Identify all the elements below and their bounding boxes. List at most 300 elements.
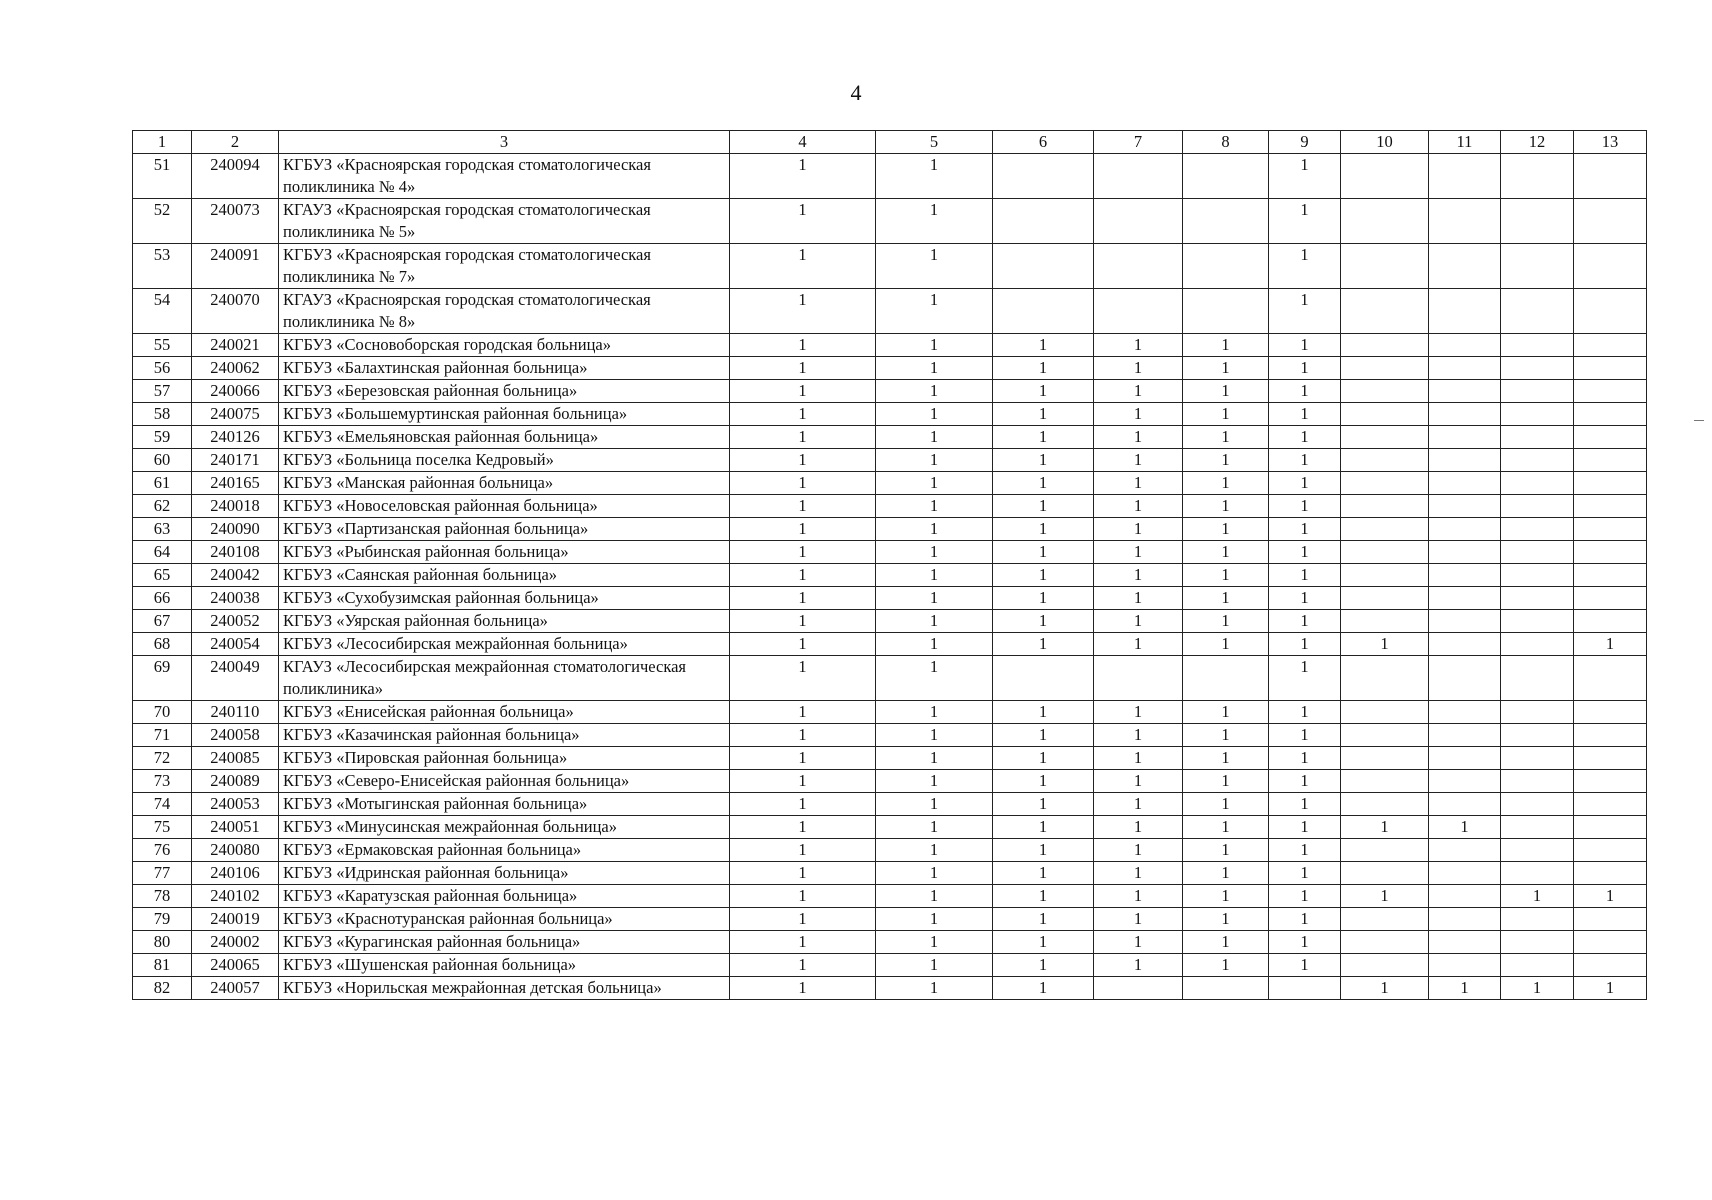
column-header: 12 [1501,131,1574,154]
facility-code-cell: 240089 [192,770,279,793]
value-cell: 1 [730,816,876,839]
value-cell: 1 [730,908,876,931]
value-cell [1574,610,1647,633]
table-row [133,885,1647,908]
value-cell: 1 [876,380,993,403]
value-cell [1574,495,1647,518]
value-cell: 1 [1183,380,1269,403]
value-cell: 1 [1183,541,1269,564]
value-cell [1429,747,1501,770]
value-cell [1429,199,1501,244]
value-cell: 1 [1094,633,1183,656]
value-cell [1574,908,1647,931]
value-cell [1501,610,1574,633]
value-cell [1429,564,1501,587]
value-cell: 1 [730,380,876,403]
value-cell: 1 [1094,564,1183,587]
facility-code-cell: 240051 [192,816,279,839]
value-cell: 1 [1269,426,1341,449]
value-cell: 1 [1183,472,1269,495]
row-number-cell: 67 [133,610,192,633]
facility-name-cell: КГБУЗ «Манская районная больница» [279,472,730,495]
value-cell [1501,793,1574,816]
value-cell [1341,564,1429,587]
value-cell: 1 [993,357,1094,380]
value-cell [1574,816,1647,839]
facility-name-cell: КГБУЗ «Рыбинская районная больница» [279,541,730,564]
value-cell: 1 [993,610,1094,633]
facility-name-cell: КГАУЗ «Красноярская городская стоматологическая поликлиника № 5» [279,199,730,244]
value-cell: 1 [730,472,876,495]
value-cell: 1 [876,793,993,816]
value-cell [1574,564,1647,587]
table-body [133,154,1647,1000]
facility-name-cell: КГБУЗ «Емельяновская районная больница» [279,426,730,449]
value-cell: 1 [1269,154,1341,199]
value-cell: 1 [730,862,876,885]
value-cell: 1 [1269,885,1341,908]
value-cell: 1 [1269,472,1341,495]
value-cell: 1 [1183,587,1269,610]
row-number-cell: 51 [133,154,192,199]
column-header: 8 [1183,131,1269,154]
value-cell: 1 [1183,931,1269,954]
facility-code-cell: 240019 [192,908,279,931]
value-cell: 1 [876,289,993,334]
facility-code-cell: 240057 [192,977,279,1000]
value-cell [1574,770,1647,793]
value-cell: 1 [1269,380,1341,403]
value-cell [1501,701,1574,724]
value-cell: 1 [993,449,1094,472]
value-cell: 1 [993,541,1094,564]
value-cell: 1 [876,495,993,518]
value-cell [1341,244,1429,289]
facility-name-cell: КГБУЗ «Енисейская районная больница» [279,701,730,724]
value-cell [1501,403,1574,426]
value-cell: 1 [1094,793,1183,816]
facility-code-cell: 240038 [192,587,279,610]
facility-name-cell: КГБУЗ «Казачинская районная больница» [279,724,730,747]
value-cell: 1 [1269,770,1341,793]
value-cell: 1 [876,357,993,380]
value-cell [1429,770,1501,793]
value-cell: 1 [993,587,1094,610]
value-cell [1429,334,1501,357]
value-cell: 1 [993,816,1094,839]
table-row [133,931,1647,954]
value-cell: 1 [730,656,876,701]
facility-code-cell: 240106 [192,862,279,885]
value-cell: 1 [1094,610,1183,633]
value-cell: 1 [1094,862,1183,885]
value-cell: 1 [876,908,993,931]
value-cell [1574,199,1647,244]
value-cell [1183,656,1269,701]
value-cell [1429,154,1501,199]
value-cell: 1 [1574,633,1647,656]
table-row [133,199,1647,244]
facility-code-cell: 240126 [192,426,279,449]
value-cell [1341,862,1429,885]
row-number-cell: 58 [133,403,192,426]
value-cell: 1 [1269,633,1341,656]
value-cell [1501,541,1574,564]
value-cell: 1 [876,862,993,885]
value-cell [1341,839,1429,862]
value-cell: 1 [1183,701,1269,724]
value-cell: 1 [730,747,876,770]
facility-code-cell: 240073 [192,199,279,244]
facility-code-cell: 240002 [192,931,279,954]
value-cell: 1 [1341,885,1429,908]
value-cell: 1 [1094,449,1183,472]
value-cell [993,289,1094,334]
value-cell: 1 [876,587,993,610]
table-row [133,564,1647,587]
value-cell: 1 [730,954,876,977]
facility-name-cell: КГБУЗ «Пировская районная больница» [279,747,730,770]
value-cell [1574,449,1647,472]
value-cell [1501,518,1574,541]
column-header: 11 [1429,131,1501,154]
value-cell: 1 [876,701,993,724]
value-cell [1341,610,1429,633]
facility-code-cell: 240066 [192,380,279,403]
row-number-cell: 62 [133,495,192,518]
value-cell [1574,334,1647,357]
value-cell: 1 [730,449,876,472]
value-cell [1429,633,1501,656]
table-row [133,816,1647,839]
value-cell: 1 [1269,862,1341,885]
value-cell: 1 [1183,564,1269,587]
value-cell [1429,380,1501,403]
facility-code-cell: 240052 [192,610,279,633]
value-cell [1574,541,1647,564]
value-cell [1574,656,1647,701]
value-cell: 1 [876,633,993,656]
value-cell [1094,154,1183,199]
facility-name-cell: КГБУЗ «Сосновоборская городская больница» [279,334,730,357]
value-cell [1501,357,1574,380]
value-cell: 1 [1094,518,1183,541]
facility-name-cell: КГБУЗ «Краснотуранская районная больница» [279,908,730,931]
row-number-cell: 70 [133,701,192,724]
table-row [133,154,1647,199]
row-number-cell: 55 [133,334,192,357]
facility-name-cell: КГБУЗ «Партизанская районная больница» [279,518,730,541]
value-cell [1094,977,1183,1000]
value-cell [1341,701,1429,724]
value-cell: 1 [993,747,1094,770]
value-cell: 1 [1501,885,1574,908]
value-cell [1429,656,1501,701]
value-cell [1341,403,1429,426]
value-cell [1574,426,1647,449]
value-cell: 1 [730,701,876,724]
value-cell [1574,289,1647,334]
value-cell: 1 [1269,816,1341,839]
value-cell: 1 [993,954,1094,977]
table-row [133,770,1647,793]
value-cell: 1 [876,931,993,954]
value-cell [1429,289,1501,334]
value-cell [1574,357,1647,380]
value-cell: 1 [993,770,1094,793]
value-cell: 1 [993,380,1094,403]
value-cell [1501,862,1574,885]
value-cell: 1 [1269,931,1341,954]
table-row [133,793,1647,816]
value-cell [1341,747,1429,770]
value-cell [1094,656,1183,701]
value-cell: 1 [1269,564,1341,587]
value-cell [1341,587,1429,610]
facility-code-cell: 240110 [192,701,279,724]
value-cell [1501,426,1574,449]
facility-name-cell: КГБУЗ «Норильская межрайонная детская больница» [279,977,730,1000]
table-row [133,954,1647,977]
facility-name-cell: КГБУЗ «Березовская районная больница» [279,380,730,403]
row-number-cell: 78 [133,885,192,908]
value-cell [1429,587,1501,610]
facility-name-cell: КГБУЗ «Северо-Енисейская районная больница» [279,770,730,793]
value-cell: 1 [730,518,876,541]
row-number-cell: 53 [133,244,192,289]
value-cell: 1 [1094,908,1183,931]
value-cell [1429,724,1501,747]
facility-name-cell: КГБУЗ «Курагинская районная больница» [279,931,730,954]
value-cell [1574,931,1647,954]
value-cell [1429,518,1501,541]
table-row [133,633,1647,656]
value-cell: 1 [876,199,993,244]
row-number-cell: 82 [133,977,192,1000]
value-cell: 1 [1094,380,1183,403]
value-cell: 1 [1574,885,1647,908]
row-number-cell: 57 [133,380,192,403]
page-number: 4 [850,80,862,105]
value-cell [1341,518,1429,541]
value-cell [1501,564,1574,587]
value-cell [1501,954,1574,977]
facility-name-cell: КГБУЗ «Саянская районная больница» [279,564,730,587]
value-cell: 1 [1429,977,1501,1000]
value-cell [1574,472,1647,495]
value-cell: 1 [1094,770,1183,793]
facility-name-cell: КГБУЗ «Уярская районная больница» [279,610,730,633]
value-cell: 1 [876,518,993,541]
value-cell: 1 [1094,724,1183,747]
facility-name-cell: КГБУЗ «Ермаковская районная больница» [279,839,730,862]
value-cell: 1 [993,426,1094,449]
value-cell [1429,426,1501,449]
value-cell [1341,334,1429,357]
value-cell: 1 [876,426,993,449]
value-cell: 1 [876,334,993,357]
value-cell: 1 [1269,518,1341,541]
value-cell [1574,518,1647,541]
value-cell: 1 [876,724,993,747]
value-cell: 1 [1183,862,1269,885]
value-cell [1341,931,1429,954]
value-cell: 1 [730,495,876,518]
value-cell: 1 [730,770,876,793]
value-cell: 1 [1269,701,1341,724]
scan-mark [1694,420,1704,421]
value-cell: 1 [1094,495,1183,518]
value-cell [1429,931,1501,954]
row-number-cell: 68 [133,633,192,656]
value-cell [1341,426,1429,449]
value-cell [1429,701,1501,724]
value-cell: 1 [730,199,876,244]
value-cell: 1 [1183,357,1269,380]
value-cell [1429,403,1501,426]
column-header: 5 [876,131,993,154]
value-cell [1501,244,1574,289]
value-cell: 1 [730,289,876,334]
facility-name-cell: КГБУЗ «Шушенская районная больница» [279,954,730,977]
facility-name-cell: КГБУЗ «Сухобузимская районная больница» [279,587,730,610]
value-cell [1501,495,1574,518]
value-cell: 1 [1341,977,1429,1000]
value-cell [1429,793,1501,816]
value-cell: 1 [1269,908,1341,931]
facility-name-cell: КГАУЗ «Лесосибирская межрайонная стоматологическая поликлиника» [279,656,730,701]
value-cell [1341,495,1429,518]
facility-name-cell: КГБУЗ «Красноярская городская стоматологическая поликлиника № 4» [279,154,730,199]
row-number-cell: 75 [133,816,192,839]
table-row [133,839,1647,862]
value-cell [1429,244,1501,289]
column-header: 3 [279,131,730,154]
facility-code-cell: 240065 [192,954,279,977]
value-cell [1574,793,1647,816]
value-cell [1501,656,1574,701]
value-cell [1094,199,1183,244]
value-cell: 1 [1094,541,1183,564]
value-cell: 1 [876,770,993,793]
value-cell [1501,587,1574,610]
table-row [133,724,1647,747]
column-header: 13 [1574,131,1647,154]
value-cell: 1 [1094,426,1183,449]
table-row [133,403,1647,426]
value-cell [1429,357,1501,380]
value-cell [1501,380,1574,403]
facility-code-cell: 240091 [192,244,279,289]
facility-name-cell: КГБУЗ «Идринская районная больница» [279,862,730,885]
row-number-cell: 64 [133,541,192,564]
value-cell: 1 [1094,747,1183,770]
facility-code-cell: 240165 [192,472,279,495]
facility-code-cell: 240085 [192,747,279,770]
table-row [133,587,1647,610]
table-row [133,862,1647,885]
value-cell: 1 [730,244,876,289]
row-number-cell: 71 [133,724,192,747]
value-cell: 1 [730,541,876,564]
value-cell [1429,908,1501,931]
value-cell: 1 [1269,610,1341,633]
value-cell: 1 [730,724,876,747]
facility-code-cell: 240062 [192,357,279,380]
row-number-cell: 54 [133,289,192,334]
column-header: 4 [730,131,876,154]
facility-name-cell: КГБУЗ «Красноярская городская стоматологическая поликлиника № 7» [279,244,730,289]
row-number-cell: 66 [133,587,192,610]
value-cell [1341,154,1429,199]
value-cell: 1 [730,793,876,816]
value-cell [1501,334,1574,357]
table-row [133,747,1647,770]
facility-code-cell: 240042 [192,564,279,587]
value-cell: 1 [730,564,876,587]
value-cell: 1 [1269,656,1341,701]
value-cell [1574,724,1647,747]
value-cell: 1 [1269,495,1341,518]
facility-code-cell: 240171 [192,449,279,472]
row-number-cell: 59 [133,426,192,449]
facility-name-cell: КГБУЗ «Каратузская районная больница» [279,885,730,908]
value-cell: 1 [1183,633,1269,656]
value-cell [1094,289,1183,334]
value-cell [993,244,1094,289]
value-cell [1501,154,1574,199]
value-cell [1341,472,1429,495]
value-cell: 1 [1269,839,1341,862]
row-number-cell: 63 [133,518,192,541]
value-cell: 1 [1269,793,1341,816]
facility-name-cell: КГБУЗ «Минусинская межрайонная больница» [279,816,730,839]
value-cell [1429,839,1501,862]
table-row [133,518,1647,541]
value-cell: 1 [1094,885,1183,908]
value-cell: 1 [1094,587,1183,610]
value-cell [1341,541,1429,564]
value-cell [1429,495,1501,518]
value-cell [993,154,1094,199]
value-cell: 1 [1269,449,1341,472]
facility-code-cell: 240080 [192,839,279,862]
value-cell: 1 [1094,931,1183,954]
value-cell: 1 [876,244,993,289]
value-cell [1574,380,1647,403]
value-cell: 1 [993,977,1094,1000]
facility-name-cell: КГАУЗ «Красноярская городская стоматологическая поликлиника № 8» [279,289,730,334]
value-cell: 1 [1269,724,1341,747]
column-header: 7 [1094,131,1183,154]
value-cell: 1 [1269,199,1341,244]
value-cell [1429,885,1501,908]
value-cell [1341,289,1429,334]
value-cell [1501,770,1574,793]
row-number-cell: 79 [133,908,192,931]
value-cell: 1 [1269,244,1341,289]
value-cell: 1 [1094,357,1183,380]
value-cell: 1 [876,541,993,564]
value-cell: 1 [876,656,993,701]
value-cell [993,656,1094,701]
column-header: 1 [133,131,192,154]
value-cell [1429,472,1501,495]
value-cell: 1 [1183,793,1269,816]
value-cell [1429,610,1501,633]
facility-name-cell: КГБУЗ «Новоселовская районная больница» [279,495,730,518]
row-number-cell: 74 [133,793,192,816]
